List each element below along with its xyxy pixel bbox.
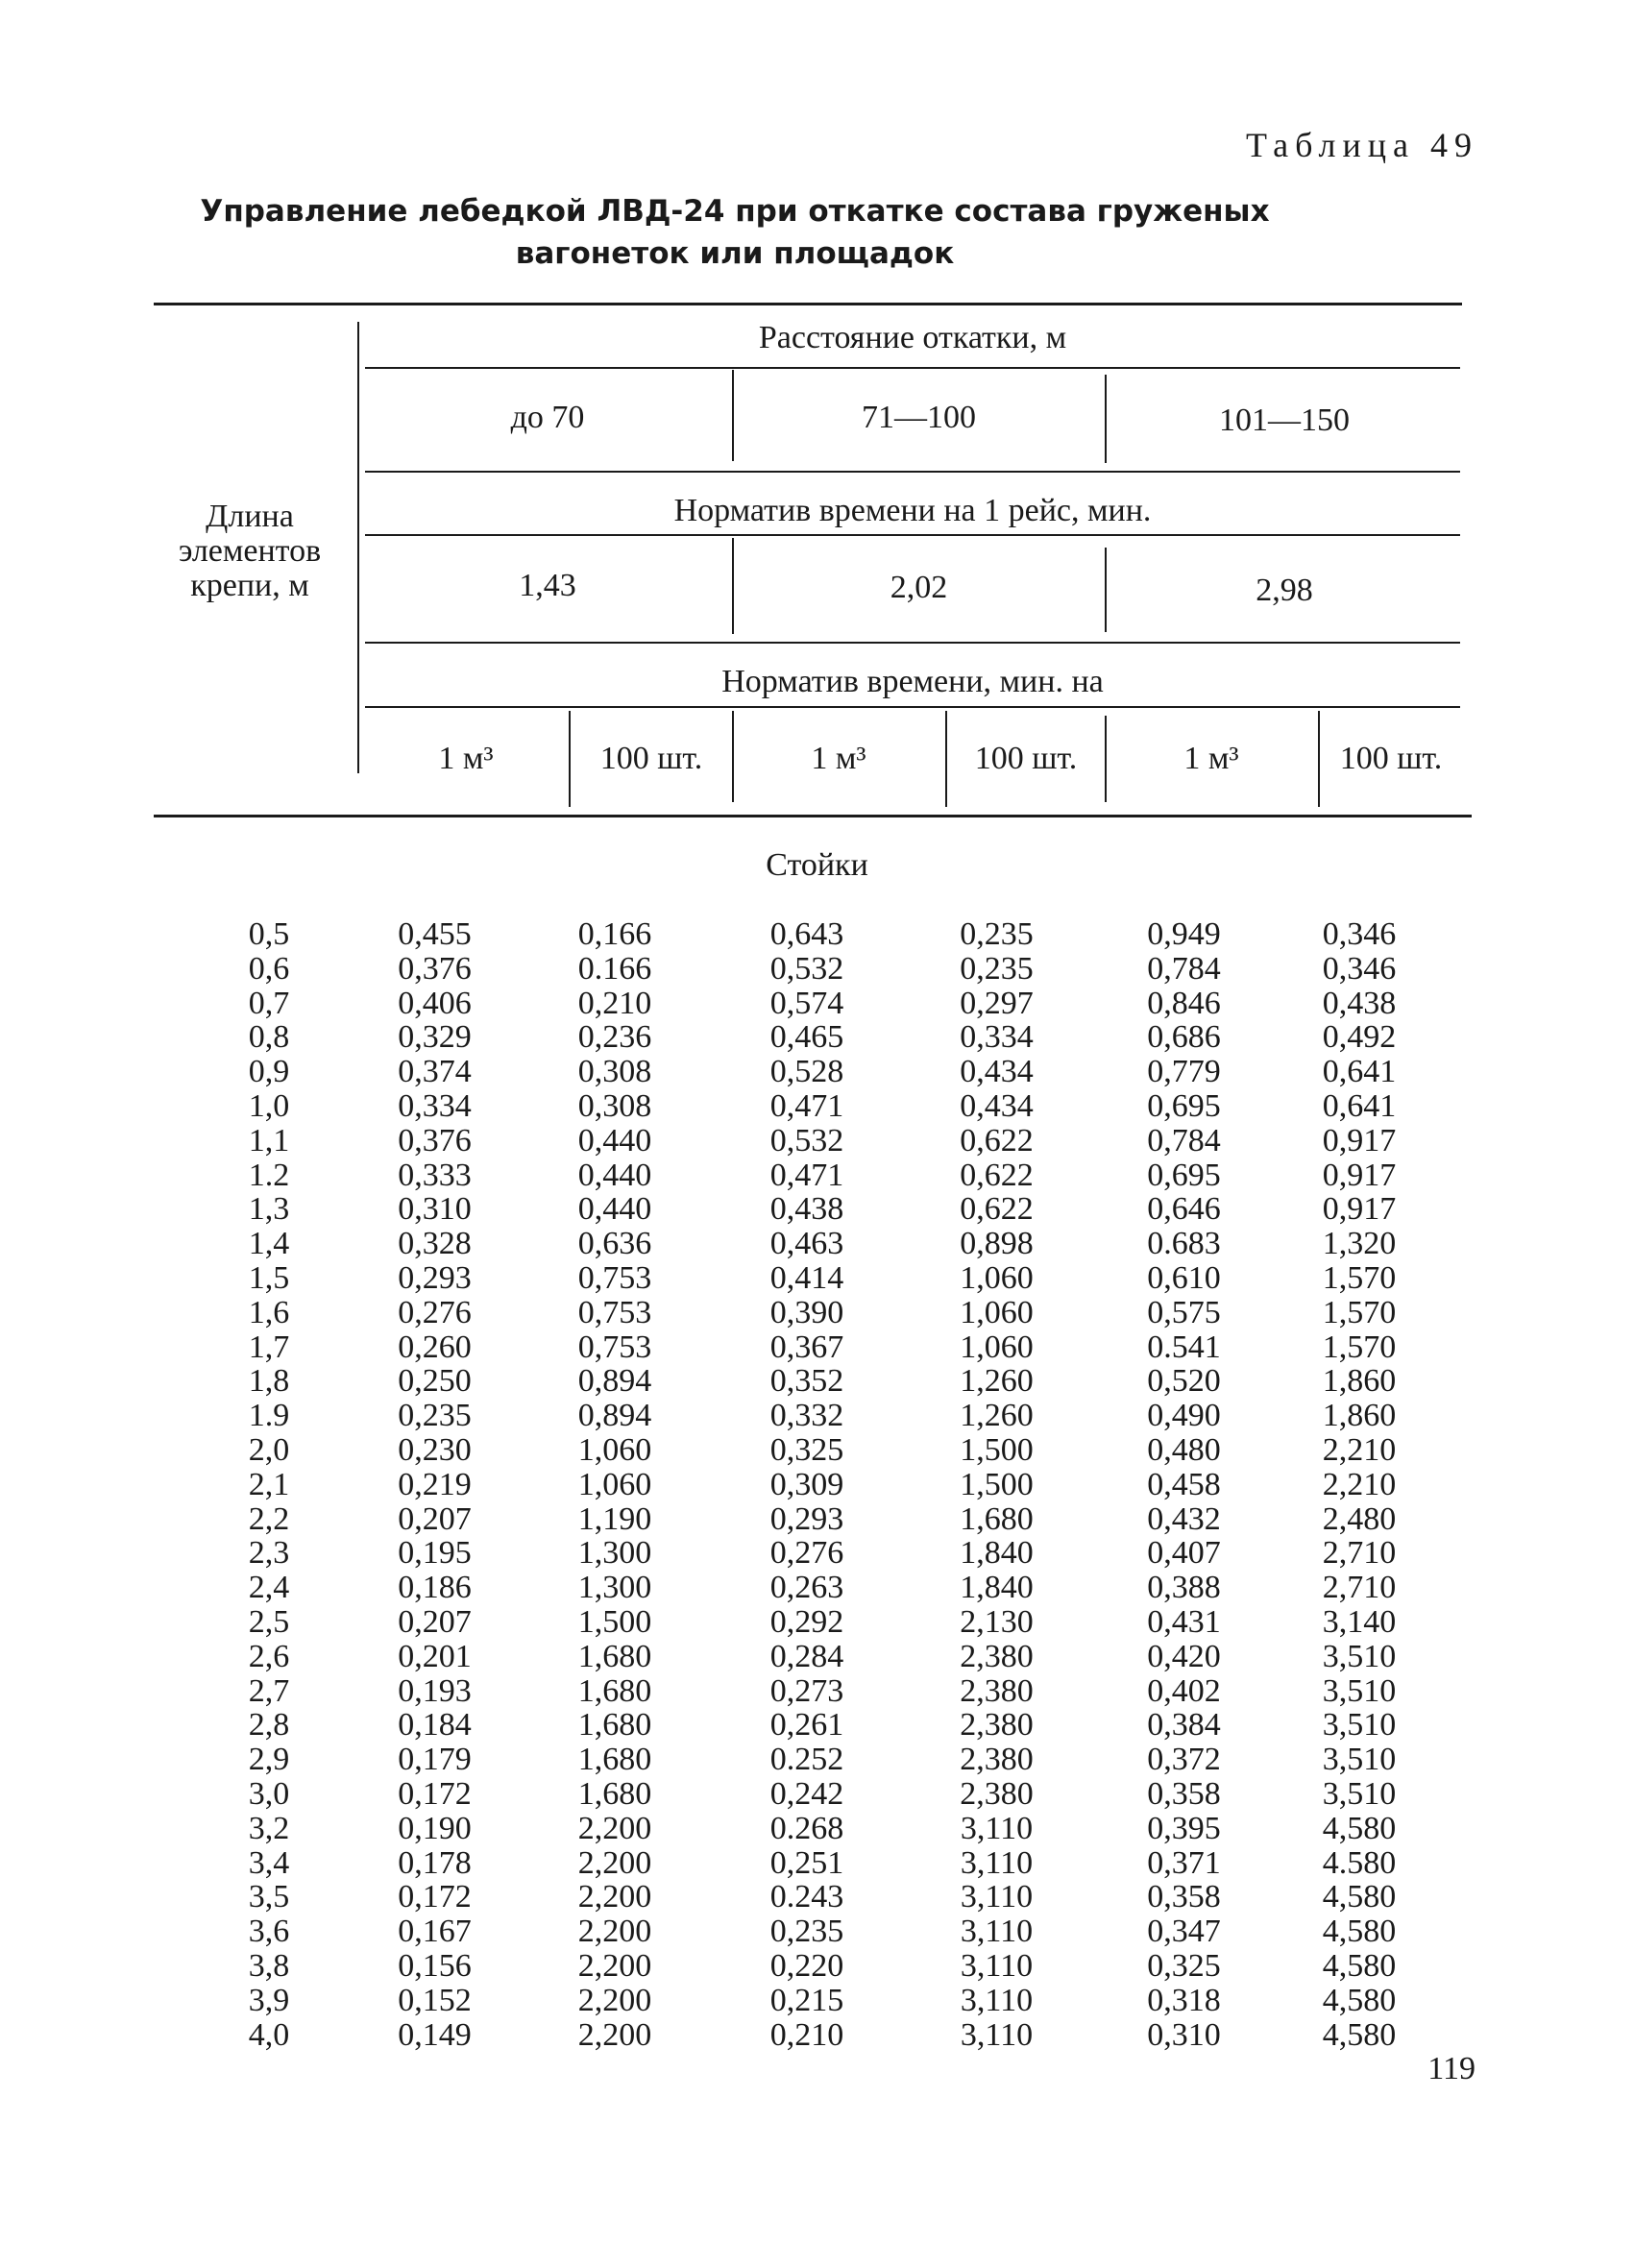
value-cell: 0,347 [1147, 1914, 1221, 1950]
value-cell: 0,917 [1322, 1191, 1397, 1228]
value-cell: 0,310 [1147, 2016, 1221, 2053]
row-length-cell: 2,3 [248, 1535, 290, 1572]
value-cell: 0,260 [398, 1329, 472, 1365]
value-cell: 0,235 [398, 1398, 472, 1434]
value-cell: 0,434 [960, 1054, 1034, 1090]
value-cell: 0,575 [1147, 1294, 1221, 1330]
value-cell: 0,622 [960, 1191, 1034, 1228]
value-cell: 4,580 [1322, 1947, 1397, 1984]
value-cell: 0,641 [1322, 1087, 1397, 1124]
value-cell: 0,167 [398, 1914, 472, 1950]
value-cell: 0,230 [398, 1431, 472, 1468]
table-row [192, 1330, 1436, 1365]
row-length-cell: 2,7 [248, 1672, 290, 1709]
value-cell: 0,917 [1322, 1122, 1397, 1158]
value-cell: 0,352 [769, 1363, 844, 1400]
value-cell: 3,110 [960, 1844, 1034, 1881]
value-cell: 1,260 [960, 1363, 1034, 1400]
value-cell: 3,110 [960, 1810, 1034, 1846]
data-table-body [192, 917, 1436, 2052]
value-cell: 0,414 [769, 1259, 844, 1296]
rule-under-distances [365, 471, 1460, 473]
table-row [192, 1261, 1436, 1296]
table-row [192, 1984, 1436, 2018]
value-cell: 0,152 [398, 1982, 472, 2018]
value-cell: 0,251 [769, 1844, 844, 1881]
value-cell: 0,438 [769, 1191, 844, 1228]
value-cell: 1,500 [960, 1431, 1034, 1468]
value-cell: 2,200 [577, 1947, 652, 1984]
value-cell: 0,643 [769, 916, 844, 952]
value-cell: 3,510 [1322, 1742, 1397, 1778]
header-top-rule [154, 303, 1462, 305]
table-row [192, 1192, 1436, 1227]
rule-under-unit-norm-header [365, 706, 1460, 708]
row-length-cell: 0,5 [248, 916, 290, 952]
table-row [192, 1468, 1436, 1502]
value-cell: 2,710 [1322, 1535, 1397, 1572]
value-cell: 0,646 [1147, 1191, 1221, 1228]
value-cell: 1,500 [577, 1603, 652, 1640]
value-cell: 0,407 [1147, 1535, 1221, 1572]
value-cell: 4,580 [1322, 1914, 1397, 1950]
value-cell: 0,492 [1322, 1019, 1397, 1056]
value-cell: 0,374 [398, 1054, 472, 1090]
value-cell: 0,420 [1147, 1638, 1221, 1674]
page-number: 119 [1427, 2051, 1475, 2086]
row-length-cell: 1.2 [248, 1157, 290, 1193]
value-cell: 0,641 [1322, 1054, 1397, 1090]
value-cell: 0,779 [1147, 1054, 1221, 1090]
value-cell: 0,376 [398, 1122, 472, 1158]
value-cell: 0,178 [398, 1844, 472, 1881]
value-cell: 1,860 [1322, 1363, 1397, 1400]
table-row [192, 1296, 1436, 1330]
value-cell: 2,480 [1322, 1500, 1397, 1537]
value-cell: 0,210 [577, 985, 652, 1021]
table-row [192, 1914, 1436, 1949]
row-length-cell: 3,9 [248, 1982, 290, 2018]
value-cell: 0,438 [1322, 985, 1397, 1021]
trip-norm-col-3: 2,98 [1256, 573, 1313, 608]
value-cell: 0,636 [577, 1226, 652, 1262]
unit-col-4: 100 шт. [974, 741, 1078, 776]
row-header-divider [357, 322, 359, 773]
value-cell: 2,130 [960, 1603, 1034, 1640]
value-cell: 0,455 [398, 916, 472, 952]
table-row [192, 1571, 1436, 1605]
value-cell: 0,431 [1147, 1603, 1221, 1640]
value-cell: 0,358 [1147, 1879, 1221, 1915]
table-row [192, 1674, 1436, 1709]
value-cell: 0.268 [769, 1810, 844, 1846]
distance-header: Расстояние откатки, м [758, 320, 1067, 355]
trip-norm-header: Норматив времени на 1 рейс, мин. [673, 493, 1152, 528]
rule-under-trip-norm-header [365, 534, 1460, 536]
table-row [192, 1227, 1436, 1261]
value-cell: 2,380 [960, 1707, 1034, 1744]
row-length-cell: 4,0 [248, 2016, 290, 2053]
value-cell: 3,510 [1322, 1775, 1397, 1812]
table-row [192, 952, 1436, 987]
row-length-cell: 3,5 [248, 1879, 290, 1915]
value-cell: 0,358 [1147, 1775, 1221, 1812]
table-row [192, 917, 1436, 952]
value-cell: 1,060 [577, 1466, 652, 1502]
value-cell: 1,060 [577, 1431, 652, 1468]
value-cell: 0,753 [577, 1294, 652, 1330]
value-cell: 0,402 [1147, 1672, 1221, 1709]
row-length-cell: 2,6 [248, 1638, 290, 1674]
value-cell: 1,190 [577, 1500, 652, 1537]
value-cell: 0,276 [769, 1535, 844, 1572]
value-cell: 0,284 [769, 1638, 844, 1674]
value-cell: 0,172 [398, 1879, 472, 1915]
row-length-cell: 0,6 [248, 950, 290, 987]
value-cell: 0,434 [960, 1087, 1034, 1124]
table-row [192, 1743, 1436, 1777]
value-cell: 0,310 [398, 1191, 472, 1228]
value-cell: 1,840 [960, 1570, 1034, 1606]
value-cell: 2,380 [960, 1638, 1034, 1674]
value-cell: 3,140 [1322, 1603, 1397, 1640]
value-cell: 2,200 [577, 1879, 652, 1915]
row-length-cell: 1,0 [248, 1087, 290, 1124]
value-cell: 1,570 [1322, 1329, 1397, 1365]
row-header-label: Длина элементов крепи, м [178, 499, 322, 603]
table-row [192, 1846, 1436, 1881]
header-bottom-rule [154, 815, 1472, 817]
value-cell: 0.252 [769, 1742, 844, 1778]
value-cell: 0,463 [769, 1226, 844, 1262]
table-row [192, 1399, 1436, 1433]
row-length-cell: 1,7 [248, 1329, 290, 1365]
value-cell: 1,060 [960, 1329, 1034, 1365]
value-cell: 0,184 [398, 1707, 472, 1744]
table-row [192, 1364, 1436, 1399]
row-length-cell: 1.9 [248, 1398, 290, 1434]
table-title: Управление лебедкой ЛВД-24 при откатке состава груженых вагонеток или площадок [200, 194, 1270, 271]
value-cell: 0,334 [398, 1087, 472, 1124]
value-cell: 2,380 [960, 1672, 1034, 1709]
value-cell: 0,190 [398, 1810, 472, 1846]
unit-col-2: 100 шт. [599, 741, 703, 776]
row-length-cell: 2,9 [248, 1742, 290, 1778]
table-row [192, 1433, 1436, 1468]
table-row [192, 1880, 1436, 1914]
value-cell: 0.683 [1147, 1226, 1221, 1262]
row-length-cell: 1,8 [248, 1363, 290, 1400]
distance-col-1: до 70 [510, 400, 585, 435]
value-cell: 4,580 [1322, 1810, 1397, 1846]
value-cell: 1,060 [960, 1259, 1034, 1296]
value-cell: 0,440 [577, 1157, 652, 1193]
row-length-cell: 2,4 [248, 1570, 290, 1606]
value-cell: 0,753 [577, 1259, 652, 1296]
table-row [192, 1708, 1436, 1743]
value-cell: 0,894 [577, 1363, 652, 1400]
value-cell: 0,346 [1322, 950, 1397, 987]
value-cell: 0,480 [1147, 1431, 1221, 1468]
rule-under-distance-header [365, 367, 1460, 369]
value-cell: 1,060 [960, 1294, 1034, 1330]
value-cell: 0,273 [769, 1672, 844, 1709]
value-cell: 0,193 [398, 1672, 472, 1709]
row-length-cell: 3,0 [248, 1775, 290, 1812]
row-length-cell: 3,8 [248, 1947, 290, 1984]
value-cell: 0,325 [1147, 1947, 1221, 1984]
value-cell: 2,380 [960, 1742, 1034, 1778]
value-cell: 2,200 [577, 1982, 652, 2018]
table-row [192, 1089, 1436, 1124]
value-cell: 0,235 [960, 916, 1034, 952]
value-cell: 0,520 [1147, 1363, 1221, 1400]
value-cell: 0,372 [1147, 1742, 1221, 1778]
value-cell: 0,242 [769, 1775, 844, 1812]
value-cell: 0,528 [769, 1054, 844, 1090]
value-cell: 3,110 [960, 1947, 1034, 1984]
value-cell: 0,333 [398, 1157, 472, 1193]
value-cell: 0,622 [960, 1122, 1034, 1158]
value-cell: 1,840 [960, 1535, 1034, 1572]
value-cell: 0,235 [960, 950, 1034, 987]
row-length-cell: 0,8 [248, 1019, 290, 1056]
table-row [192, 2018, 1436, 2053]
value-cell: 0,458 [1147, 1466, 1221, 1502]
unit-col-3: 1 м³ [811, 741, 866, 776]
value-cell: 0,440 [577, 1191, 652, 1228]
row-length-cell: 1,3 [248, 1191, 290, 1228]
row-length-cell: 3,4 [248, 1844, 290, 1881]
row-length-cell: 0,9 [248, 1054, 290, 1090]
value-cell: 0,894 [577, 1398, 652, 1434]
value-cell: 0,293 [769, 1500, 844, 1537]
value-cell: 2,200 [577, 1844, 652, 1881]
table-row [192, 1536, 1436, 1571]
value-cell: 0,195 [398, 1535, 472, 1572]
value-cell: 0,236 [577, 1019, 652, 1056]
value-cell: 1,680 [577, 1742, 652, 1778]
value-cell: 0.541 [1147, 1329, 1221, 1365]
value-cell: 0,328 [398, 1226, 472, 1262]
value-cell: 0,390 [769, 1294, 844, 1330]
row-length-cell: 1,6 [248, 1294, 290, 1330]
value-cell: 1,320 [1322, 1226, 1397, 1262]
value-cell: 0,250 [398, 1363, 472, 1400]
value-cell: 0,622 [960, 1157, 1034, 1193]
value-cell: 0,179 [398, 1742, 472, 1778]
value-cell: 0,465 [769, 1019, 844, 1056]
distance-col-2: 71—100 [862, 400, 976, 435]
value-cell: 0,395 [1147, 1810, 1221, 1846]
value-cell: 0,432 [1147, 1500, 1221, 1537]
value-cell: 0,261 [769, 1707, 844, 1744]
value-cell: 0,297 [960, 985, 1034, 1021]
value-cell: 3,110 [960, 1879, 1034, 1915]
table-row [192, 1124, 1436, 1158]
section-label: Стойки [766, 847, 868, 883]
value-cell: 0,292 [769, 1603, 844, 1640]
value-cell: 3,110 [960, 2016, 1034, 2053]
value-cell: 2,200 [577, 2016, 652, 2053]
value-cell: 0,149 [398, 2016, 472, 2053]
value-cell: 0,949 [1147, 916, 1221, 952]
value-cell: 1,570 [1322, 1294, 1397, 1330]
table-row [192, 1640, 1436, 1674]
value-cell: 0,686 [1147, 1019, 1221, 1056]
value-cell: 0,917 [1322, 1157, 1397, 1193]
trip-norm-col-2: 2,02 [890, 570, 948, 605]
value-cell: 0,367 [769, 1329, 844, 1365]
value-cell: 0,219 [398, 1466, 472, 1502]
row-length-cell: 1,5 [248, 1259, 290, 1296]
trip-norm-col-1: 1,43 [519, 568, 576, 603]
value-cell: 0,207 [398, 1500, 472, 1537]
value-cell: 2,210 [1322, 1431, 1397, 1468]
value-cell: 0,346 [1322, 916, 1397, 952]
value-cell: 3,510 [1322, 1707, 1397, 1744]
value-cell: 0,471 [769, 1157, 844, 1193]
value-cell: 0,276 [398, 1294, 472, 1330]
value-cell: 0,309 [769, 1466, 844, 1502]
value-cell: 1,680 [577, 1775, 652, 1812]
row-length-cell: 0,7 [248, 985, 290, 1021]
value-cell: 4,580 [1322, 1982, 1397, 2018]
value-cell: 1,500 [960, 1466, 1034, 1502]
table-row [192, 1158, 1436, 1193]
table-row [192, 1949, 1436, 1984]
value-cell: 0,166 [577, 916, 652, 952]
value-cell: 0,371 [1147, 1844, 1221, 1881]
value-cell: 0,325 [769, 1431, 844, 1468]
value-cell: 0,186 [398, 1570, 472, 1606]
value-cell: 0,490 [1147, 1398, 1221, 1434]
table-row [192, 1502, 1436, 1537]
table-row [192, 1605, 1436, 1640]
value-cell: 0,753 [577, 1329, 652, 1365]
row-length-cell: 2,5 [248, 1603, 290, 1640]
value-cell: 0,846 [1147, 985, 1221, 1021]
value-cell: 1,680 [577, 1707, 652, 1744]
value-cell: 3,510 [1322, 1672, 1397, 1709]
value-cell: 1,860 [1322, 1398, 1397, 1434]
value-cell: 2,210 [1322, 1466, 1397, 1502]
value-cell: 2,200 [577, 1914, 652, 1950]
value-cell: 0,388 [1147, 1570, 1221, 1606]
value-cell: 2,710 [1322, 1570, 1397, 1606]
table-row [192, 1020, 1436, 1055]
value-cell: 0,334 [960, 1019, 1034, 1056]
value-cell: 0,210 [769, 2016, 844, 2053]
value-cell: 0,156 [398, 1947, 472, 1984]
value-cell: 0,235 [769, 1914, 844, 1950]
row-length-cell: 1,4 [248, 1226, 290, 1262]
value-cell: 0,898 [960, 1226, 1034, 1262]
row-length-cell: 3,6 [248, 1914, 290, 1950]
value-cell: 0,574 [769, 985, 844, 1021]
value-cell: 0,332 [769, 1398, 844, 1434]
value-cell: 0.166 [577, 950, 652, 987]
value-cell: 1,680 [960, 1500, 1034, 1537]
rule-under-trip-norms [365, 642, 1460, 644]
value-cell: 3,110 [960, 1914, 1034, 1950]
value-cell: 0,220 [769, 1947, 844, 1984]
value-cell: 0,532 [769, 1122, 844, 1158]
value-cell: 0,610 [1147, 1259, 1221, 1296]
value-cell: 0,308 [577, 1087, 652, 1124]
table-row [192, 1055, 1436, 1089]
value-cell: 0,172 [398, 1775, 472, 1812]
value-cell: 0,329 [398, 1019, 472, 1056]
row-length-cell: 2,1 [248, 1466, 290, 1502]
unit-norm-header: Норматив времени, мин. на [721, 664, 1104, 699]
value-cell: 4,580 [1322, 2016, 1397, 2053]
row-length-cell: 2,0 [248, 1431, 290, 1468]
value-cell: 0,784 [1147, 1122, 1221, 1158]
unit-col-1: 1 м³ [438, 741, 494, 776]
value-cell: 0,263 [769, 1570, 844, 1606]
value-cell: 0,695 [1147, 1157, 1221, 1193]
table-number-label: Таблица 49 [1246, 126, 1478, 164]
value-cell: 1,300 [577, 1535, 652, 1572]
value-cell: 2,200 [577, 1810, 652, 1846]
data-table [192, 917, 1436, 2052]
unit-col-5: 1 м³ [1183, 741, 1239, 776]
row-length-cell: 2,8 [248, 1707, 290, 1744]
value-cell: 4,580 [1322, 1879, 1397, 1915]
value-cell: 0,532 [769, 950, 844, 987]
value-cell: 4.580 [1322, 1844, 1397, 1881]
value-cell: 0,376 [398, 950, 472, 987]
value-cell: 1,300 [577, 1570, 652, 1606]
value-cell: 0,293 [398, 1259, 472, 1296]
unit-col-6: 100 шт. [1339, 741, 1443, 776]
value-cell: 0.243 [769, 1879, 844, 1915]
value-cell: 0,784 [1147, 950, 1221, 987]
value-cell: 0,406 [398, 985, 472, 1021]
value-cell: 1,680 [577, 1638, 652, 1674]
table-row [192, 1812, 1436, 1846]
value-cell: 0,308 [577, 1054, 652, 1090]
value-cell: 1,680 [577, 1672, 652, 1709]
value-cell: 0,440 [577, 1122, 652, 1158]
value-cell: 3,110 [960, 1982, 1034, 2018]
row-length-cell: 3,2 [248, 1810, 290, 1846]
value-cell: 0,384 [1147, 1707, 1221, 1744]
value-cell: 0,201 [398, 1638, 472, 1674]
row-length-cell: 2,2 [248, 1500, 290, 1537]
value-cell: 0,215 [769, 1982, 844, 2018]
value-cell: 0,318 [1147, 1982, 1221, 2018]
value-cell: 0,471 [769, 1087, 844, 1124]
value-cell: 0,207 [398, 1603, 472, 1640]
value-cell: 0,695 [1147, 1087, 1221, 1124]
value-cell: 3,510 [1322, 1638, 1397, 1674]
value-cell: 2,380 [960, 1775, 1034, 1812]
row-length-cell: 1,1 [248, 1122, 290, 1158]
table-row [192, 987, 1436, 1021]
table-row [192, 1777, 1436, 1812]
value-cell: 1,260 [960, 1398, 1034, 1434]
value-cell: 1,570 [1322, 1259, 1397, 1296]
distance-col-3: 101—150 [1219, 402, 1350, 438]
